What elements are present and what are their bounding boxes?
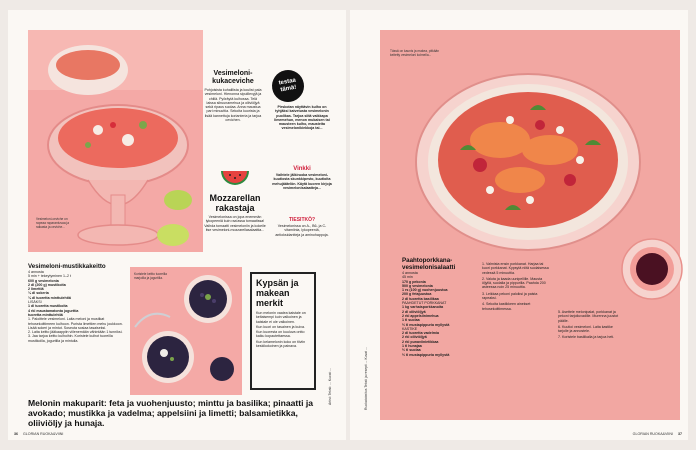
salad-step-3: 3. Leikkaa pekoni paloiksi ja paista rapeaksi. [482, 291, 538, 301]
salad-step-7: 7. Koristele basilikalla ja tarjoa heti. [558, 335, 615, 340]
right-credit: Ruokatoimitus Teksti ja resepti ... Kuvat ... [364, 347, 368, 410]
badge-line1: testaa [278, 77, 297, 87]
testaa-badge [269, 67, 306, 104]
left-page-number: 36 [14, 432, 18, 436]
salad-time: 45 min [402, 275, 413, 280]
salad-ingredient-4: 200 g fetajuustoa [402, 292, 432, 297]
ingredient-5: ¼ dl tuoretta minttulehtiä [28, 295, 71, 300]
ingredient-1: 600 g vesimelonia [28, 278, 59, 283]
ingredient-section-lisaksi: LISÄKSI [28, 300, 42, 305]
right-page [350, 10, 688, 440]
dressing-bowl-photo [620, 238, 684, 300]
sidebar-mozzarella-body: Vesimelonissa on jopa enemmän lykopeeniä kuin raa'assa tomaatissa! Vaihda tomaatti vesimeloniin ja kokeile itse vesimeloni-mozzarellasalaattia... [204, 215, 266, 232]
salad-step-2: 2. Valuta ja kaada uunipellille. Mausta öljyllä, suolalla ja pippurilla. Paahda 200 asteessa noin 25 minuuttia. [482, 276, 546, 290]
left-credit: Artist: Teksti: ... Kuvat: ... [328, 367, 332, 405]
salad-section-kastike: KASTIKE [402, 326, 418, 331]
recipe-salad [402, 257, 477, 357]
ingredient-2: 2 dl (200 g) mustikoita [28, 282, 66, 287]
salad-ingredient-7: 1 kg varhaisporkkanoita [402, 305, 444, 310]
salad-photo-caption: Tässä on kaunis ja makea, pitkään keitetty vesimeloni kolmella... [390, 49, 440, 57]
salad-servings: 4 annosta [402, 271, 418, 275]
salad-ingredient-9: 2 rkl appelsiinimehua [402, 313, 439, 318]
salad-ingredient-13: 2 dl tuoretta vadelmia [402, 331, 439, 336]
salad-ingredient-16: 1 tl hunajaa [402, 344, 422, 349]
salad-step-1: 1. Valmista ensin porkkanat. Harjaa tai kuori porkkanat. Kypsytä niitä suolaisessa vedessä 5 minuuttia. [482, 262, 549, 275]
salad-ingredient-5: 2 dl tuoretta basilikaa [402, 296, 439, 301]
salad-ingredient-17: ½ tl suolaa [402, 348, 421, 353]
salad-steps-col1 [482, 262, 552, 311]
salad-ingredient-1: 170 g pekonia [402, 279, 426, 284]
salad-step-4: 4. Sekoita kastikkeen ainekset tehosekoittimessa. [482, 302, 531, 311]
recipe-step-1: 1. Paloittele vesimeloni. Laita meloni ja mustikat tehosekoittimeen kulhoon. Purista limettien mehu joukkoon. Lisää sokeri ja mintut. Soseuta sosiaa tasaiseksi. [28, 317, 123, 330]
recipe-blueberry-soup [28, 263, 124, 343]
right-page-number: 37 [678, 432, 682, 436]
vinkki-box [272, 166, 332, 190]
salad-step-6: 6. Kuutioi vesimeloni. Laita kastike tarjolle ja annostele. [558, 324, 613, 334]
right-footer [633, 432, 682, 436]
ripeness-bullet-1: Kun melonin vaalea kaistale on keltaisempi kuin valkoinen ja kaistale ei ole valkoinen. [256, 311, 306, 324]
ripeness-box [250, 272, 316, 390]
left-page [8, 10, 346, 440]
ingredient-4: ¼ dl sokeria [28, 291, 49, 296]
vinkki-title: Vinkki [293, 166, 311, 172]
sidebar-mozzarella-title: Mozzarellan rakastaja [209, 193, 261, 213]
recipe-step-2: 2. Laita keitto jääkaappiin viilenemään vähintään 1 tunniksi. [28, 330, 123, 335]
ripeness-bullet-3: Kun kuoresta on kuuluva ontto kaiku kopautettaessa. [256, 330, 305, 339]
salad-steps-col2 [558, 310, 624, 340]
ripeness-title: Kypsän ja makean merkit [256, 278, 299, 308]
sidebar-watermelon-title: Vesimeloni-kukaceviche [212, 70, 254, 85]
salad-ingredient-18: ½ tl mustapippuria myllystä [402, 352, 450, 357]
salad-photo [380, 30, 680, 260]
salad-recipe-title: Paahtoporkkana-vesimelonisalaatti [402, 257, 456, 271]
ripeness-bullet-4: Kun kelamelonin koko on tiiviin keskikokoinen ja painava. [256, 339, 306, 349]
fact-box [272, 217, 332, 237]
salad-ingredient-2: 500 g vesimelonia [402, 283, 433, 288]
recipe-title: Vesimeloni-mustikkakeitto [28, 263, 106, 270]
salad-ingredient-15: 2 rkl punaviinietikkaa [402, 339, 439, 344]
bottom-quote: Melonin makuparit: feta ja vuohenjuusto; minttu ja basilika; pinaatti ja avokado; mustikka ja vadelma; appelsiini ja limetti; balsamietikka, oliiviöljy ja hunaja. [28, 398, 314, 428]
left-footer-label: GLORIAN RUOKA&VIINI [23, 432, 64, 436]
vinkki-body: Vaihtele jälkiruoka vesimeloni-kuutiosta skunkkipesto, kuutioita mehujäätelön. Käytä kuoren kirjoja vesimelonisalaatteja... [272, 173, 332, 190]
sidebar-tip-body: Pirskotan näyttävin kulho on tyhjäksi kaivetusta vesimelonin puolikas. Tarjoa siitä vaikkapa limemehun, menon mukaisen tai mausteen kulho, mausteita vesimelonikiekkoja tai... [274, 105, 330, 131]
sidebar-mozzarella [204, 193, 266, 232]
ingredient-7: 1 dl tuoretta mustikoita [28, 304, 68, 309]
fact-body: Vesimelonissa on A-, B6- ja C-vitamiinia, lykopeeniä, antioksidantteja ja aminohappoja. [275, 224, 329, 237]
ingredient-9: tuoretta minttulehtiä [28, 312, 63, 317]
watermelon-slice-icon [220, 170, 250, 192]
sidebar-watermelon-body: Pohjoisista kuhalilista ja koulist pala vesimeloni. Hienonna sipulilevyjä ja chiliä. Pyöräytä kulhossa. Telä laissa silruunamehua ja oliiviöljyä sekä ripaus suolaa. Anna maustua pari minuuttia. Sekoita kuorista ja lisää kannettuja korianteria ja tarjoa cevichen. [204, 88, 262, 123]
recipe-time: 5 min + tekeytyminen 1–2 t [28, 274, 72, 279]
salad-ingredient-11: ½ tl mustapippuria myllystä [402, 322, 450, 327]
right-footer-label: GLORIAN RUOKA&VIINI [632, 432, 673, 436]
salad-ingredient-10: 1 tl suolaa [402, 318, 420, 323]
fact-title: TIESITKÖ? [288, 217, 316, 223]
recipe-step-3: 3. Jaa tarjoa keitto kulhoihin. Koristele kulhot tuoreilla mustikoilla, jogurtilla ja mintulla. [28, 334, 113, 343]
soup-bowls-photo [130, 267, 242, 395]
salad-ingredient-14: 2 rkl oliiviöljyä [402, 335, 427, 340]
left-footer [14, 432, 63, 436]
ceviche-photo-caption: Vesimeloni-ceviche on rapeaa raparantuvaa ja raikasta ja ceviche... [36, 217, 69, 229]
soup-bowls-caption: Koristele keitto tuoreilla marjoilla ja jogurtilla. [134, 272, 167, 280]
salad-ingredient-8: 2 dl oliiviöljyä [402, 309, 426, 314]
ripeness-bullet-2: Kun kuori on tasainen ja kuiva. [256, 324, 305, 329]
sidebar-watermelon-ceviche [204, 70, 262, 122]
ingredient-8: 4 rkl maustamatonta jogurttia [28, 308, 79, 313]
salad-step-5: 5. Asettele melonipalat, porkkanat ja pekoni tarjoiluvadille. Murenna juustot päälle. [558, 310, 619, 323]
ingredient-3: 2 limettiä [28, 287, 44, 292]
badge-line2: tämä! [280, 84, 297, 94]
salad-section-porkkanat: PAAHDETUT PORKKANAT [402, 301, 447, 306]
salad-ingredient-3: 1 rs (100 g) vuohenjuustoa [402, 288, 448, 293]
recipe-servings: 4 annosta [28, 270, 44, 274]
